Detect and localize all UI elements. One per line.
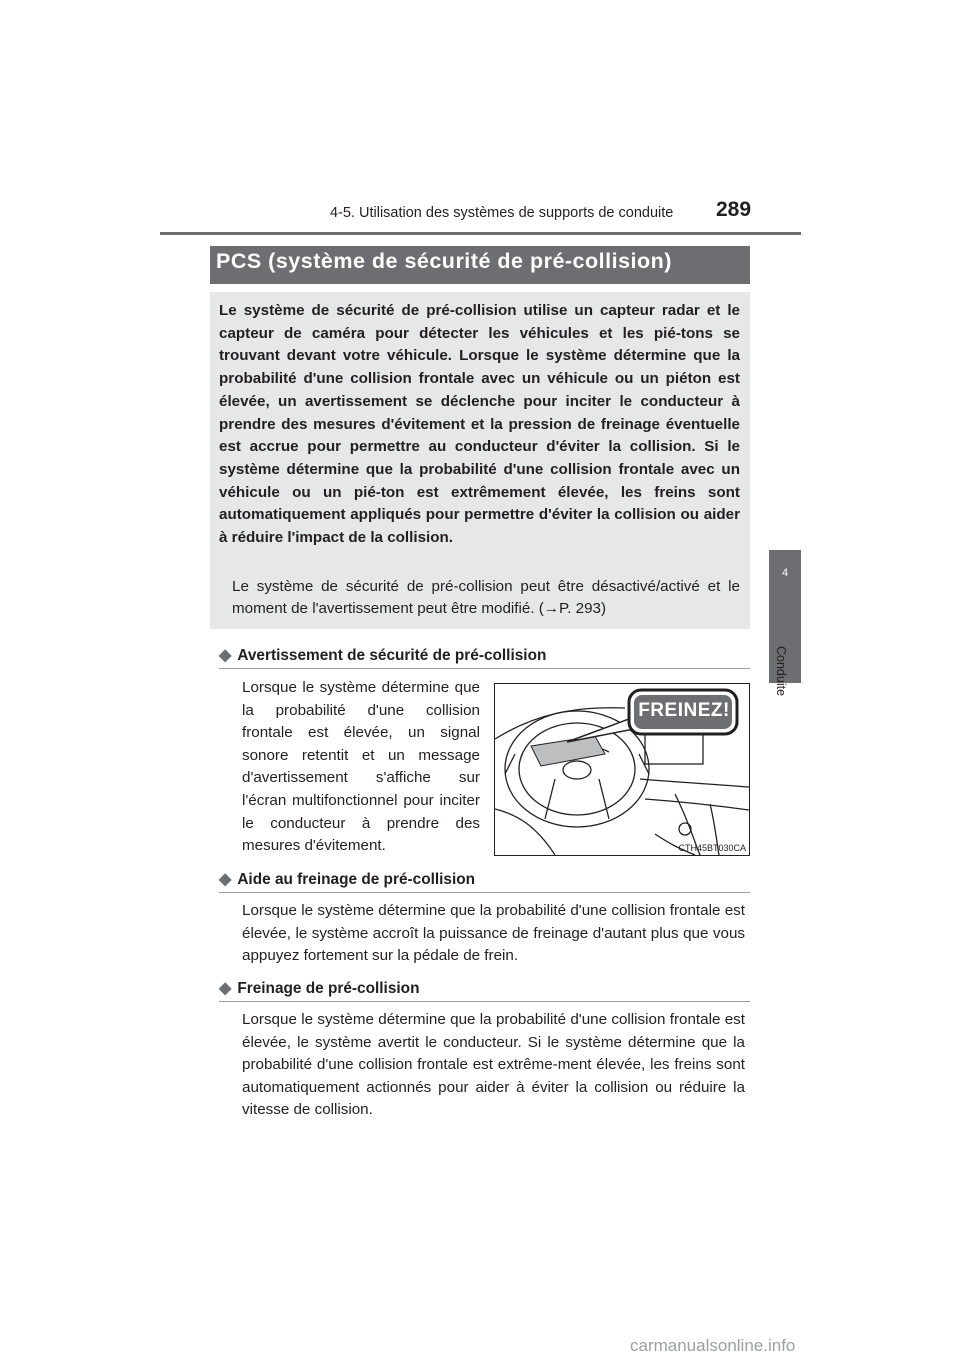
- section-heading-text: Avertissement de sécurité de pré-collision: [237, 647, 547, 664]
- callout-text: FREINEZ!: [638, 700, 730, 721]
- figure-code: CTH45BT030CA: [678, 843, 746, 853]
- running-header-section: 4-5. Utilisation des systèmes de supports de conduite: [330, 205, 674, 221]
- diamond-bullet-icon: ◆: [219, 871, 232, 888]
- section-heading-text: Aide au freinage de pré-collision: [237, 871, 476, 888]
- section-heading-brake-assist: [219, 869, 475, 889]
- section-text-warning: Lorsque le système détermine que la probabilité d'une collision frontale est élevée, un signal sonore retentit et un message d'avertissement s'affiche sur l'écran multifonctionnel pour inciter le conducteur à prendre des mesures d'évitement.: [242, 679, 480, 855]
- chapter-label: Conduite: [774, 646, 788, 697]
- intro-note: Le système de sécurité de pré-collision peut être désactivé/activé et le moment de l'avertissement peut être modifié. (→P. 293): [232, 578, 740, 618]
- section-divider: [219, 892, 750, 893]
- dashboard-illustration: [494, 683, 750, 856]
- section-divider: [219, 668, 750, 669]
- section-heading-pre-collision-braking: [219, 978, 419, 998]
- watermark: carmanualsonline.info: [630, 1336, 796, 1355]
- intro-summary: Le système de sécurité de pré-collision utilise un capteur radar et le capteur de caméra pour détecter les véhicules et les pié-tons se trouvant devant votre véhicule. Lorsque le système détermine que la probabilité d'une collision frontale avec un véhicule ou un piéton est élevée, un avertissement se déclenche pour inciter le conducteur à prendre des mesures d'évitement et la pression de freinage éventuelle est accrue pour permettre au conducteur d'éviter la collision. Si le système détermine que la probabilité d'une collision frontale avec un véhicule ou un pié-ton est extrêmement élevée, les freins sont automatiquement appliqués pour permettre d'éviter la collision ou aider à réduire l'impact de la collision.: [219, 302, 740, 547]
- instrument-cluster: [531, 736, 605, 766]
- diamond-bullet-icon: ◆: [219, 647, 232, 664]
- section-heading-text: Freinage de pré-collision: [237, 980, 420, 997]
- section-text-brake-assist: Lorsque le système détermine que la probabilité d'une collision frontale est élevée, le système accroît la puissance de freinage d'autant plus que vous appuyez fortement sur la pédale de frein.: [242, 902, 745, 965]
- diamond-bullet-icon: ◆: [219, 980, 232, 997]
- section-text-pre-collision-braking: Lorsque le système détermine que la probabilité d'une collision frontale est élevée, le système avertit le conducteur. Si le système détermine que la probabilité d'une collision frontale est extrême-ment élevée, les freins sont automatiquement actionnés pour aider à éviter la collision ou réduire la vitesse de collision.: [242, 1011, 745, 1119]
- header-divider: [160, 232, 801, 235]
- page-number: 289: [716, 198, 752, 221]
- section-divider: [219, 1001, 750, 1002]
- chapter-number: 4: [781, 567, 789, 579]
- section-heading-warning: [219, 645, 546, 665]
- dash-line: [640, 779, 749, 787]
- section-title: PCS (système de sécurité de pré-collision): [216, 249, 672, 273]
- wheel-emblem: [563, 761, 591, 779]
